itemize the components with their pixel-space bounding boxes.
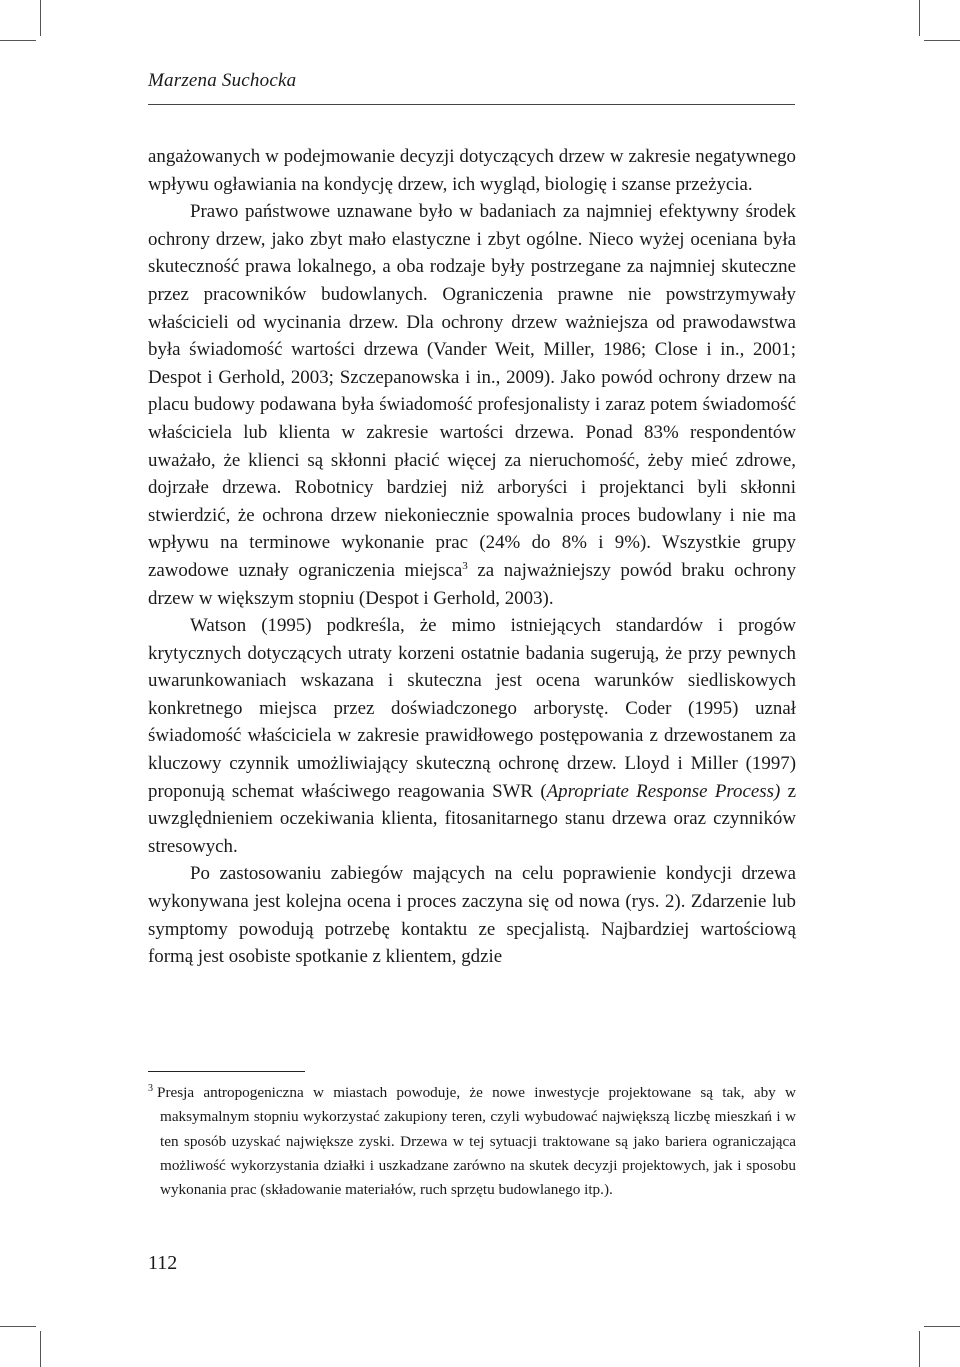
- crop-mark: [40, 1331, 41, 1367]
- running-head-author: Marzena Suchocka: [148, 70, 297, 91]
- crop-mark: [919, 1331, 920, 1367]
- paragraph-2: [148, 198, 796, 612]
- body-text: [148, 143, 796, 971]
- paragraph-3-text: Watson (1995) podkreśla, że mimo istniejących standardów i progów krytycznych dotyczących utraty korzeni ostatnie badania sugerują, że przy pewnych uwarunkowaniach wskazana i skuteczna jest ocena warunków siedliskowych konkretnego miejsca przez doświadczonego arborystę. Coder (1995) uznał świadomość właściciela w zakresie prawidłowego postępowania z drzewostanem za kluczowy czynnik umożliwiający skuteczną ochronę drzew. Lloyd i Miller (1997) proponują schemat właściwego reagowania SWR (: [148, 615, 796, 802]
- footnote-rule: [148, 1071, 305, 1072]
- footnote-body: [148, 1081, 796, 1202]
- paragraph-3: [148, 612, 796, 860]
- crop-mark: [924, 40, 960, 41]
- paragraph-3-text-cont: z uwzględnieniem oczekiwania klienta, fitosanitarnego stanu drzewa oraz czynników stresowych.: [148, 780, 796, 857]
- paragraph-4: Po zastosowaniu zabiegów mających na celu poprawienie kondycji drzewa wykonywana jest kolejna ocena i proces zaczyna się od nowa (rys. 2). Zdarzenie lub symptomy powodują potrzebę kontaktu ze specjalistą. Najbardziej wartościową formą jest osobiste spotkanie z klientem, gdzie: [148, 863, 796, 968]
- header-rule: [148, 104, 795, 105]
- footnote-text: Presja antropogeniczna w miastach powoduje, że nowe inwestycje projektowane są tak, aby w maksymalnym stopniu wykorzystać zakupiony teren, czyli wybudować największą liczbę mieszkań i w ten sposób uzyskać największe zyski. Drzewa w tej sytuacji traktowane są jako bariera ograniczająca możliwość wykorzystania działki i uszkadzane zarówno na skutek decyzji projektowych, jak i sposobu wykonania prac (składowanie materiałów, ruch sprzętu budowlanego itp.).: [157, 1084, 796, 1199]
- footnote-mark: 3: [148, 1083, 153, 1094]
- paragraph-2-text-cont: za najważniejszy powód braku ochrony drzew w większym stopniu (Despot i Gerhold, 2003).: [148, 559, 797, 609]
- crop-mark: [0, 1326, 36, 1327]
- crop-mark: [919, 0, 920, 36]
- page-number: 112: [148, 1252, 178, 1274]
- paragraph-3-italic-term: Apropriate Response Process): [546, 780, 781, 802]
- footnote: [148, 1081, 796, 1202]
- footnote-reference[interactable]: 3: [462, 559, 468, 572]
- paragraph-1: angażowanych w podejmowanie decyzji dotyczących drzew w zakresie negatywnego wpływu ogławiania na kondycję drzew, ich wygląd, biologię i szanse przeżycia.: [148, 146, 796, 195]
- crop-mark: [924, 1326, 960, 1327]
- crop-mark: [40, 0, 41, 36]
- crop-mark: [0, 40, 36, 41]
- paragraph-2-text: Prawo państwowe uznawane było w badaniach za najmniej efektywny środek ochrony drzew, jako zbyt mało elastyczne i zbyt ogólne. Nieco wyżej oceniana była skuteczność prawa lokalnego, a oba rodzaje były postrzegane za najmniej skuteczne przez pracowników budowlanych. Ograniczenia prawne nie powstrzymywały właścicieli od wycinania drzew. Dla ochrony drzew ważniejsza od prawodawstwa była świadomość wartości drzewa (Vander Weit, Miller, 1986; Close i in., 2001; Despot i Gerhold, 2003; Szczepanowska i in., 2009). Jako powód ochrony drzew na placu budowy podawana była świadomość profesjonalisty i zaraz potem świadomość właściciela lub klienta w zakresie wartości drzewa. Ponad 83% respondentów uważało, że klienci są skłonni płacić więcej za nieruchomość, żeby mieć zdrowe, dojrzałe drzewa. Robotnicy bardziej niż arboryści i projektanci byli skłonni stwierdzić, że ochrona drzew niekoniecznie spowalnia proces budowlany i nie ma wpływu na terminowe wykonanie prac (24% do 8% i 9%). Wszystkie grupy zawodowe uznały ograniczenia miejsca: [148, 201, 796, 581]
